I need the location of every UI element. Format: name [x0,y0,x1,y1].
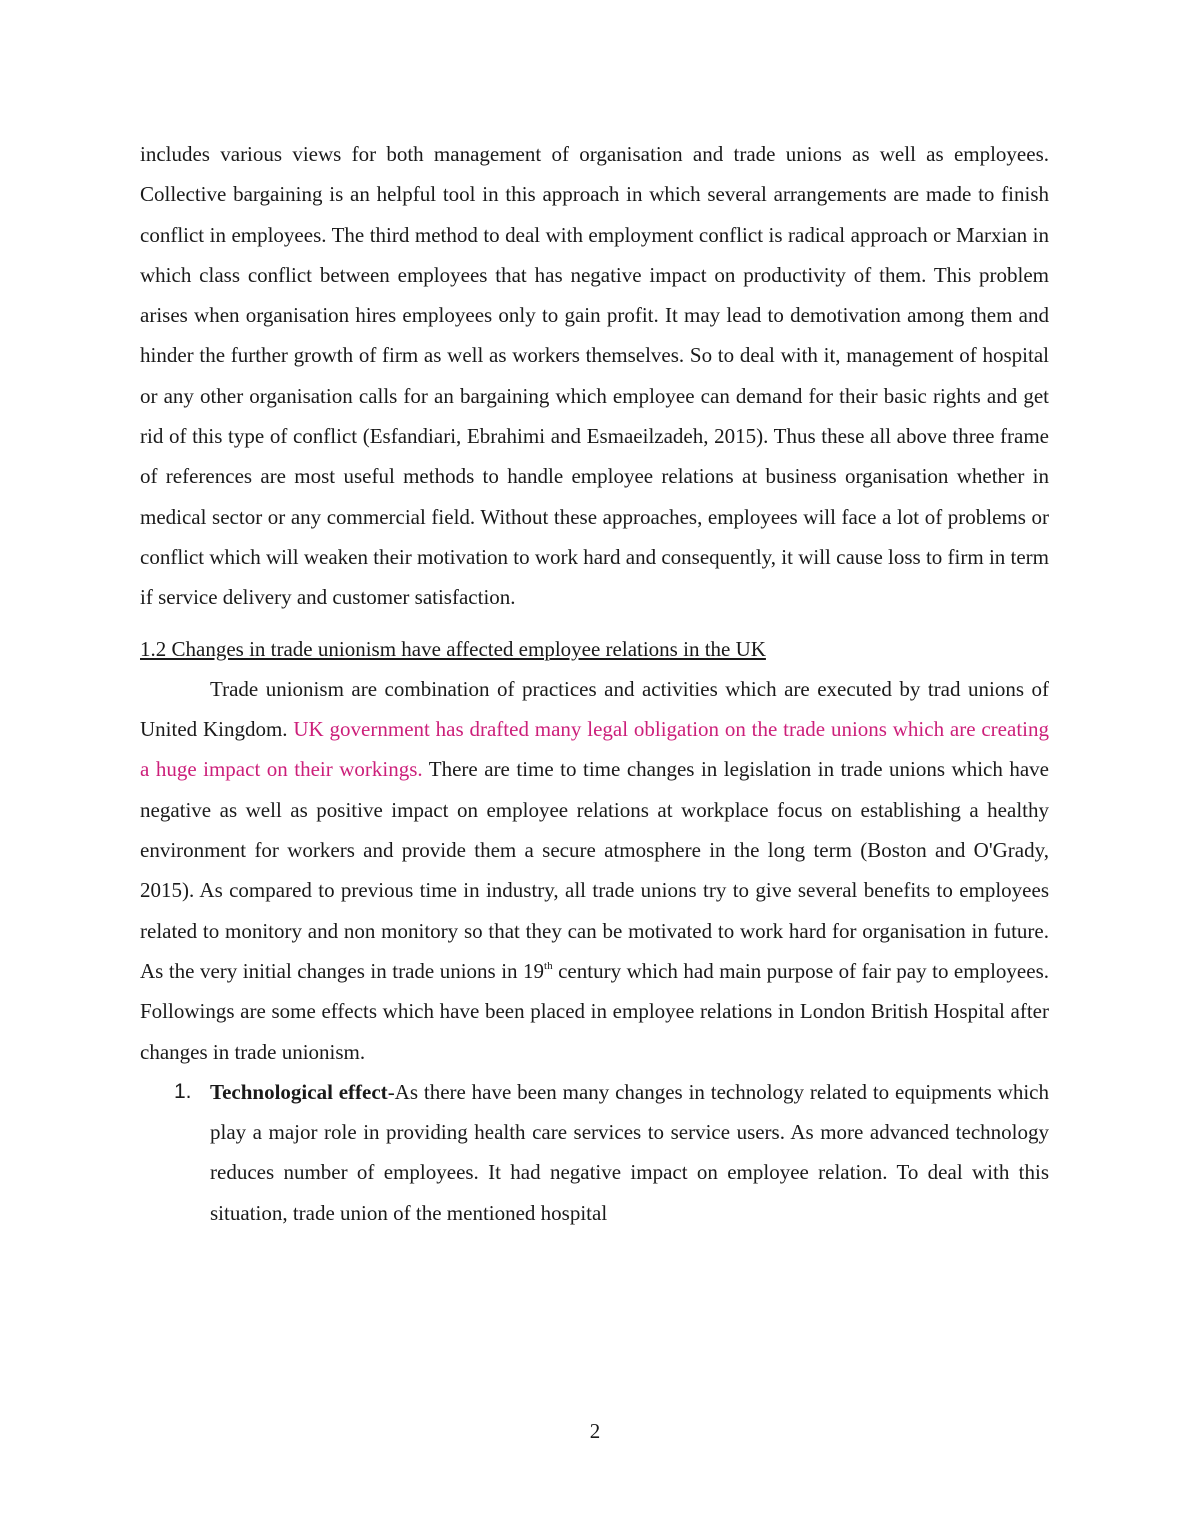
paragraph-frames-of-reference: includes various views for both management of organisation and trade unions as well as employees. Collective bargaining is an helpful tool in this approach in which several arrangements are made to finish conflict in employees. The third method to deal with employment conflict is radical approach or Marxian in which class conflict between employees that has negative impact on productivity of them. This problem arises when organisation hires employees only to gain profit. It may lead to demotivation among them and hinder the further growth of firm as well as workers themselves. So to deal with it, management of hospital or any other organisation calls for an bargaining which employee can demand for their basic rights and get rid of this type of conflict (Esfandiari, Ebrahimi and Esmaeilzadeh, 2015). Thus these all above three frame of references are most useful methods to handle employee relations at business organisation whether in medical sector or any commercial field. Without these approaches, employees will face a lot of problems or conflict which will weaken their motivation to work hard and consequently, it will cause loss to firm in term if service delivery and customer satisfaction. [140,142,1050,610]
list-number: 1. [174,1079,192,1103]
highlighted-text: UK government has drafted many legal obligation on the trade unions which are creating a huge impact on their workings. [140,717,1049,782]
ordinal-superscript: th [544,959,553,972]
page-body [140,134,1049,1233]
paragraph-intro: Trade unionism are combination of practices and activities which are executed by trad unions of United Kingdom. [140,676,1049,742]
list-item-text [210,1072,1049,1233]
list-item-technological-effect [140,1072,1049,1233]
list-item-title: Technological effect [210,1079,388,1104]
paragraph-trade-unionism [140,669,1049,1072]
section-heading: 1.2 Changes in trade unionism have affected employee relations in the UK [140,636,766,661]
page-number: 2 [589,1419,601,1443]
paragraph-body: There are time to time changes in legislation in trade unions which have negative as well as positive impact on employee relations at workplace focus on establishing a healthy environment for workers and provide them a secure atmosphere in the long term (Boston and O'Grady, 2015). As compared to previous time in industry, all trade unions try to give several benefits to employees related to monitory and non monitory so that they can be motivated to work hard for organisation in future. As the very initial changes in trade unions in 19 [140,757,1049,983]
list-item-body: -As there have been many changes in technology related to equipments which play a major role in providing health care services to service users. As more advanced technology reduces number of employees. It had negative impact on employee relation. To deal with this situation, trade union of the mentioned hospital [210,1079,1049,1225]
paragraph-ending: century which had main purpose of fair pay to employees. Followings are some effects which have been placed in employee relations in London British Hospital after changes in trade unionism. [140,958,1049,1064]
